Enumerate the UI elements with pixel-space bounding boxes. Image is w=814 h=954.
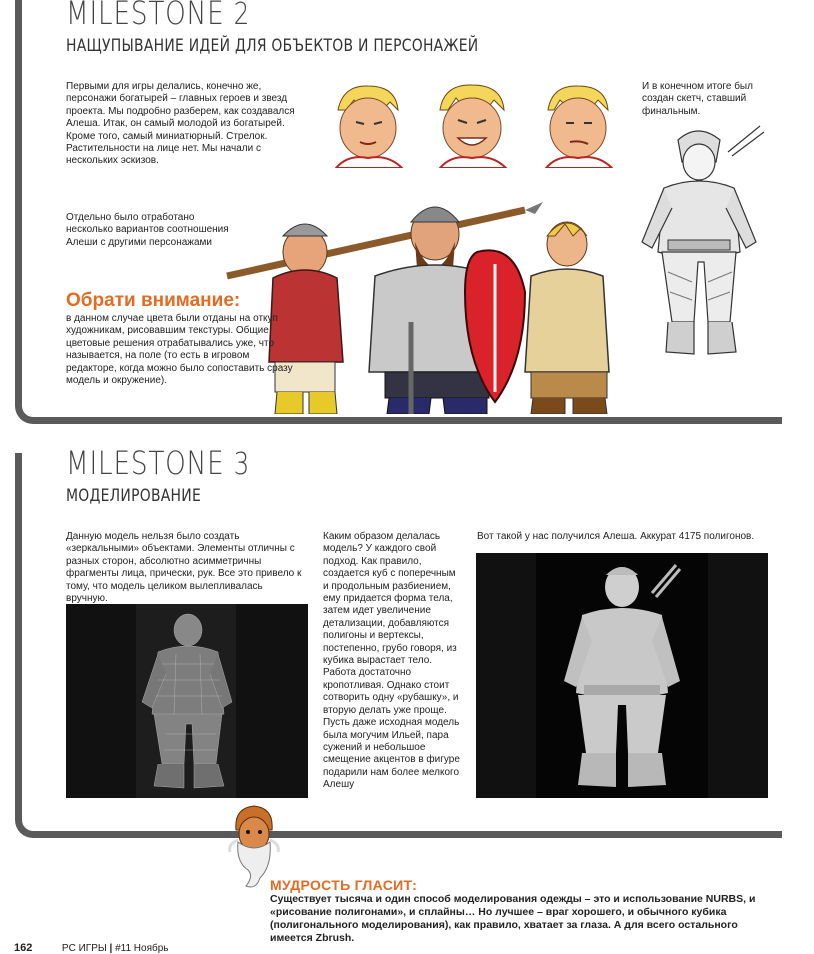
- final-model-render: [476, 553, 768, 798]
- face-sketch-1: [318, 80, 414, 168]
- milestone3-subtitle: МОДЕЛИРОВАНИЕ: [66, 486, 202, 506]
- magazine-name: PC ИГРЫ: [61, 943, 107, 954]
- milestone2-intro-text: Первыми для игры делались, конечно же, персонажи богатырей – главных героев и звезд проекта. Мы подробно разберем, как создавался Алеша. Итак, он самый молодой из богатырей. Кроме того, самый миниатюрный. Стрелок. Растительности на лице нет. Мы начали с нескольких эскизов.: [66, 81, 295, 167]
- milestone2-subtitle: НАЩУПЫВАНИЕ ИДЕЙ ДЛЯ ОБЪЕКТОВ И ПЕРСОНАЖЕЙ: [66, 36, 479, 56]
- page-footer: 162 PC ИГРЫ | #11 Ноябрь: [14, 942, 169, 954]
- page-number: 162: [14, 942, 33, 954]
- milestone3-title: MILESTONE 3: [66, 444, 251, 482]
- face-sketch-2: [422, 80, 518, 168]
- issue-label: #11 Ноябрь: [115, 943, 169, 954]
- note-heading: Обрати внимание:: [66, 290, 241, 311]
- wisdom-text: Существует тысяча и один способ моделирования одежды – это и использование NURBS, и «рисование полигонами», и сплайны… Но лучшее – враг хорошего, и обычного кубика (полигонального моделирования), как правило, хватает за глаза. А для всего остального имеется Zbrush.: [270, 893, 756, 944]
- note-text: в данном случае цвета были отданы на откуп художникам, рисовавшим текстуры. Общие цветовые решения отрабатывались уже, что называется, на поле (то есть в игровом редакторе, когда можно было сопоставить сразу модель и окружение).: [66, 313, 293, 387]
- final-sketch-image: [628, 122, 770, 362]
- face-sketch-3: [528, 80, 624, 168]
- milestone2-variants-text: Отдельно было отработано несколько вариантов соотношения Алеши с другими персонажами: [66, 212, 229, 248]
- milestone3-col2-text: Каким образом делалась модель? У каждого свой подход. Как правило, создается куб с поперечным и продольным разбиением, ему придается форма тела, затем идет увеличение детализации, добавляются полигоны и вертексы, постепенно, грубо говоря, из кубика вырастает тело. Работа достаточно кропотливая. Однако стоит сотворить одну «рубашку», и вторую делать уже проще. Пусть даже исходная модель была могучим Ильей, пара сужений и небольшое смещение акцентов в фигуре подарили нам более мелкого Алешу: [323, 531, 460, 791]
- milestone2-final-sketch-text: И в конечном итоге был создан скетч, ставший финальным.: [642, 81, 753, 117]
- wireframe-model-render: [66, 604, 308, 798]
- wisdom-heading: МУДРОСТЬ ГЛАСИТ:: [270, 877, 418, 893]
- milestone2-title: MILESTONE 2: [66, 0, 251, 32]
- milestone3-col1-text: Данную модель нельзя было создать «зеркальными» объектами. Элементы отличны с разных сторон, абсолютно асимметричны фрагменты лица, прически, рук. Все это привело к тому, что модель целиком вылепливалась вручную.: [66, 531, 302, 605]
- milestone3-col3-text: Вот такой у нас получился Алеша. Аккурат 4175 полигонов.: [477, 531, 755, 542]
